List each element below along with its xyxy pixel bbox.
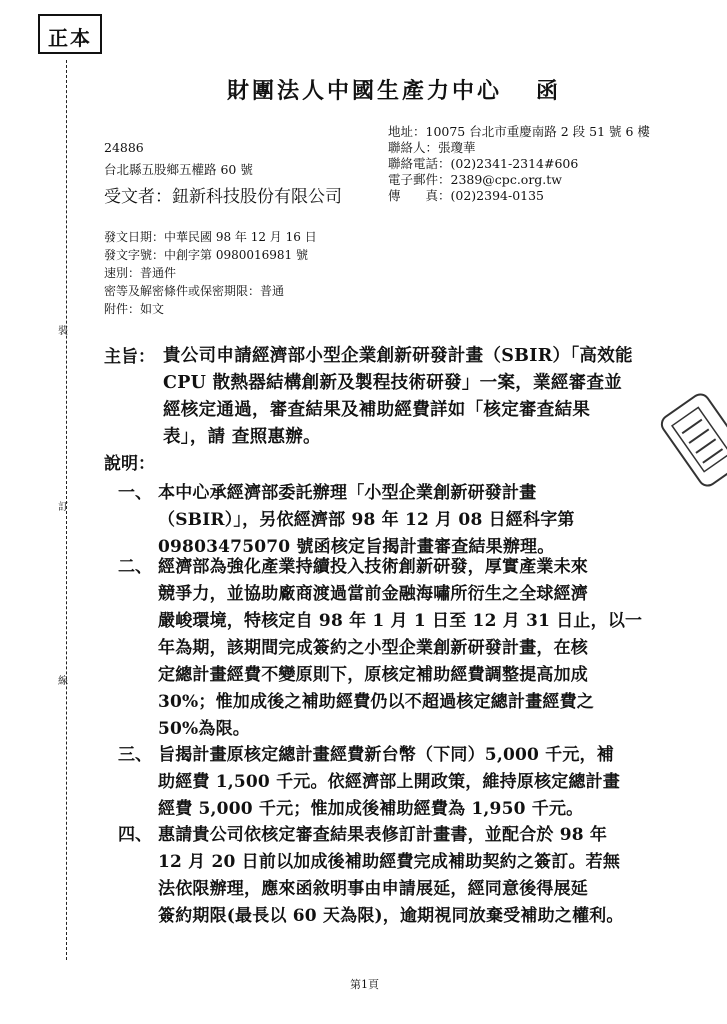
item-line: 年為期，該期間完成簽約之小型企業創新研發計畫，在核	[158, 638, 588, 658]
item-number: 四、	[118, 825, 152, 845]
stamp-label: 正本	[48, 26, 92, 50]
original-copy-stamp	[38, 14, 102, 54]
item-number: 二、	[118, 557, 152, 577]
issue-date: 發文日期：中華民國 98 年 12 月 16 日	[104, 230, 317, 244]
contact-person: 聯絡人：張瓊華	[388, 140, 476, 155]
recipient-address: 台北縣五股鄉五權路 60 號	[104, 162, 253, 177]
item-line: 助經費 1,500 千元。依經濟部上開政策，維持原核定總計畫	[158, 772, 621, 792]
margin-mark-zhuang: 裝	[58, 326, 68, 337]
margin-mark-ding: 訂	[58, 502, 68, 513]
item-line: 嚴峻環境，特核定自 98 年 1 月 1 日至 12 月 31 日止，以一	[158, 611, 643, 631]
delivery-speed: 速別：普通件	[104, 266, 177, 280]
explanation-label: 說明：	[104, 454, 155, 474]
page-number: 第1頁	[350, 978, 379, 991]
subject-line: 表」，請 查照惠辦。	[163, 427, 321, 447]
item-line: 定總計畫經費不變原則下，原核定補助經費調整提高加成	[158, 665, 588, 685]
item-line: 法依限辦理，應來函敘明事由申請展延，經同意後得展延	[158, 879, 588, 899]
contact-email: 電子郵件：2389@cpc.org.tw	[388, 172, 562, 187]
page-title	[227, 74, 561, 105]
item-line: 競爭力，並協助廠商渡過當前金融海嘯所衍生之全球經濟	[158, 584, 588, 604]
security-level: 密等及解密條件或保密期限：普通	[104, 284, 285, 298]
item-line: 旨揭計畫原核定總計畫經費新台幣（下同）5,000 千元，補	[158, 745, 614, 765]
subject-line: 貴公司申請經濟部小型企業創新研發計畫（SBIR）「高效能	[163, 346, 633, 366]
organization-name: 財團法人中國生產力中心	[227, 78, 503, 104]
postal-code: 24886	[104, 140, 144, 155]
item-line: 09803475070 號函核定旨揭計畫審查結果辦理。	[158, 537, 555, 557]
item-line: （SBIR）」，另依經濟部 98 年 12 月 08 日經科字第	[158, 510, 575, 530]
item-line: 簽約期限(最長以 60 天為限)，逾期視同放棄受補助之權利。	[158, 906, 624, 926]
margin-mark-xian: 線	[58, 676, 68, 687]
contact-address: 地址：10075 台北市重慶南路 2 段 51 號 6 樓	[388, 124, 650, 139]
item-line: 經濟部為強化產業持續投入技術創新研發，厚實產業未來	[158, 557, 588, 577]
document-number: 發文字號：中創字第 0980016981 號	[104, 248, 308, 262]
item-line: 本中心承經濟部委託辦理「小型企業創新研發計畫	[158, 483, 537, 503]
item-line: 經費 5,000 千元；惟加成後補助經費為 1,950 千元。	[158, 799, 584, 819]
item-line: 50%為限。	[158, 719, 251, 739]
contact-fax: 傳 真：(02)2394-0135	[388, 188, 545, 203]
item-number: 三、	[118, 745, 152, 765]
document-type: 函	[536, 78, 562, 104]
subject-line: CPU 散熱器結構創新及製程技術研發」一案，業經審查並	[163, 373, 623, 393]
item-line: 惠請貴公司依核定審查結果表修訂計畫書，並配合於 98 年	[158, 825, 608, 845]
item-line: 30%；惟加成後之補助經費仍以不超過核定總計畫經費之	[158, 692, 595, 712]
official-seal	[657, 390, 727, 491]
attachment: 附件：如文	[104, 302, 165, 316]
item-number: 一、	[118, 483, 152, 503]
item-line: 12 月 20 日前以加成後補助經費完成補助契約之簽訂。若無	[158, 852, 621, 872]
recipient: 受文者：鈕新科技股份有限公司	[104, 187, 342, 207]
contact-phone: 聯絡電話：(02)2341-2314#606	[388, 156, 579, 171]
subject-line: 經核定通過，審查結果及補助經費詳如「核定審查結果	[163, 400, 591, 420]
subject-label: 主旨：	[104, 347, 155, 367]
